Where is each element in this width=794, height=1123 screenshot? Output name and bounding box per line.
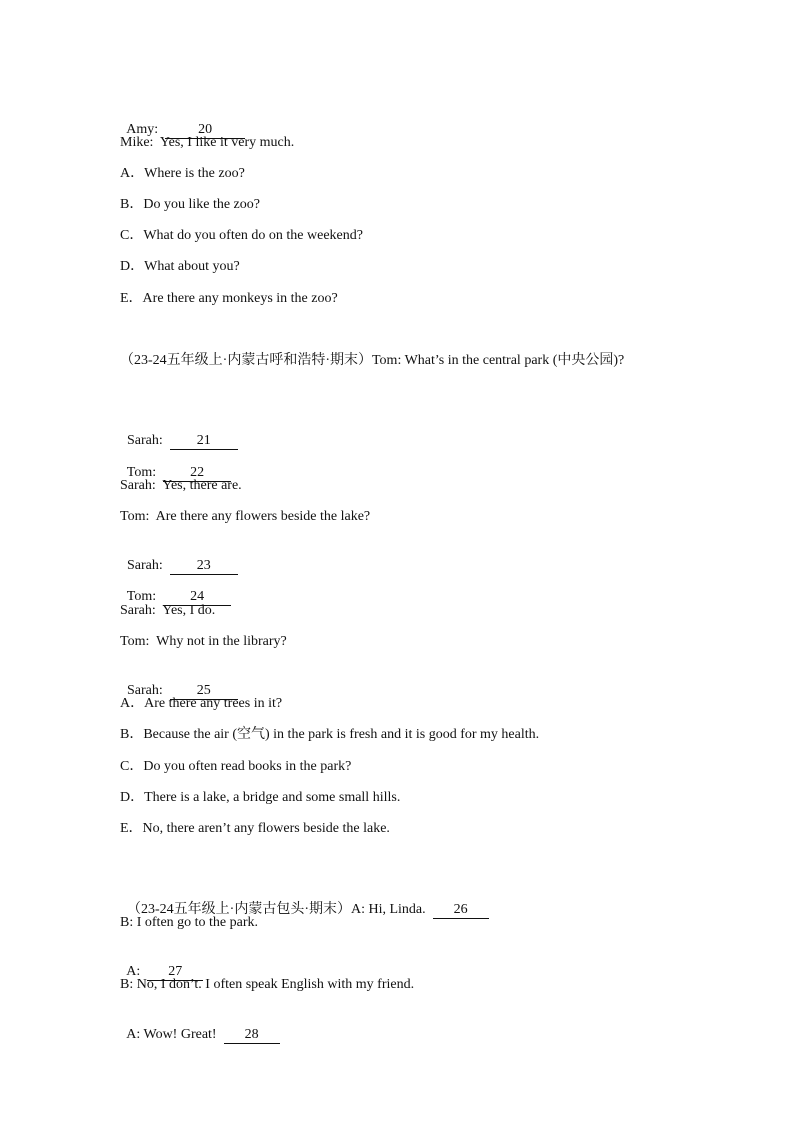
speaker-label: Tom: bbox=[126, 465, 164, 480]
dialog-line-a-28 bbox=[120, 1008, 280, 1044]
answer-blank-26[interactable]: 26 bbox=[433, 902, 489, 919]
option-d: D．What about you? bbox=[120, 259, 240, 274]
dialog-line-sarah: Sarah: Yes, there are. bbox=[120, 478, 242, 493]
answer-blank-21[interactable]: 21 bbox=[170, 433, 238, 450]
speaker-label: A: bbox=[126, 964, 148, 979]
option-c: C．Do you often read books in the park? bbox=[120, 759, 352, 774]
speaker-label: Tom: bbox=[126, 589, 164, 604]
option-a: A．Where is the zoo? bbox=[120, 166, 245, 181]
question-header: （23-24五年级上·内蒙古呼和浩特·期末）Tom: What’s in the central park (中央公园)? bbox=[120, 353, 625, 368]
answer-blank-22[interactable]: 22 bbox=[163, 465, 231, 482]
answer-blank-28[interactable]: 28 bbox=[224, 1027, 280, 1044]
option-b: B．Because the air (空气) in the park is fresh and it is good for my health. bbox=[120, 727, 540, 742]
option-b: B．Do you like the zoo? bbox=[120, 197, 260, 212]
answer-blank-25[interactable]: 25 bbox=[170, 683, 238, 700]
dialog-line-tom-24 bbox=[120, 570, 231, 606]
option-d: D．There is a lake, a bridge and some small hills. bbox=[120, 790, 401, 805]
speaker-label: Amy: bbox=[126, 122, 166, 137]
option-e: E．Are there any monkeys in the zoo? bbox=[120, 291, 338, 306]
answer-blank-23[interactable]: 23 bbox=[170, 558, 238, 575]
dialog-line-tom: Tom: Why not in the library? bbox=[120, 634, 287, 649]
speaker-label: A: Wow! Great! bbox=[126, 1027, 224, 1042]
option-c: C．What do you often do on the weekend? bbox=[120, 228, 363, 243]
speaker-label: Sarah: bbox=[127, 683, 170, 698]
dialog-line-sarah-21 bbox=[120, 414, 238, 450]
dialog-line-sarah: Sarah: Yes, I do. bbox=[120, 603, 216, 618]
dialog-line-mike: Mike: Yes, I like it very much. bbox=[120, 135, 295, 150]
answer-blank-20[interactable]: 20 bbox=[165, 122, 245, 139]
speaker-label: Sarah: bbox=[127, 558, 170, 573]
option-e: E．No, there aren’t any flowers beside the lake. bbox=[120, 821, 390, 836]
header-text: （23-24五年级上·内蒙古包头·期末）A: Hi, Linda. bbox=[127, 902, 433, 917]
dialog-line-b: B: No, I don’t. I often speak English with my friend. bbox=[120, 977, 415, 992]
dialog-line-tom: Tom: Are there any flowers beside the lake? bbox=[120, 509, 371, 524]
option-a: A．Are there any trees in it? bbox=[120, 696, 283, 711]
dialog-line-b: B: I often go to the park. bbox=[120, 915, 259, 930]
answer-blank-27[interactable]: 27 bbox=[147, 964, 203, 981]
speaker-label: Sarah: bbox=[127, 433, 170, 448]
answer-blank-24[interactable]: 24 bbox=[163, 589, 231, 606]
